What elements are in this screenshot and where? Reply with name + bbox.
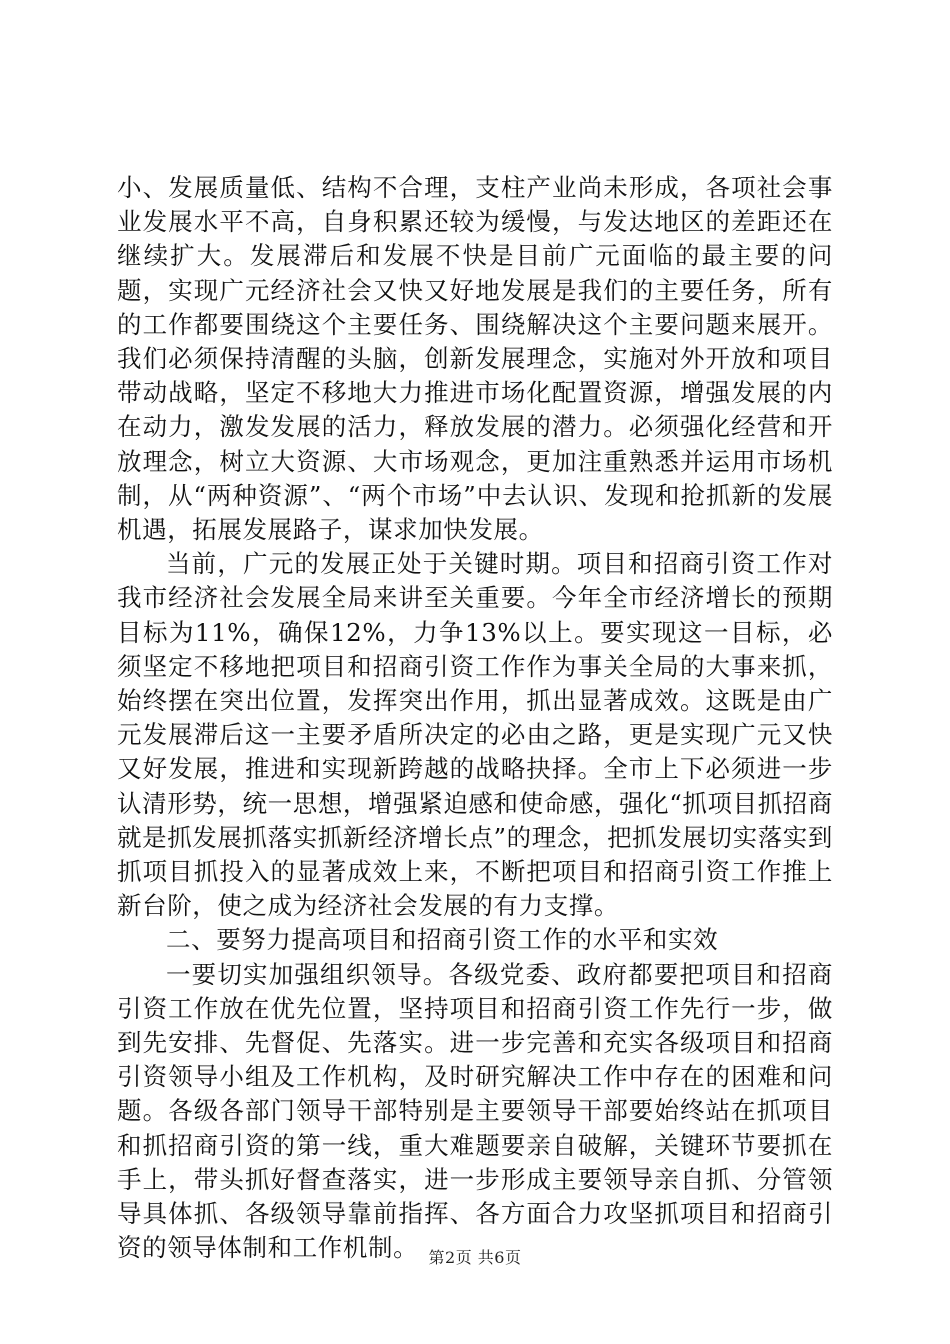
section-heading: 二、要努力提高项目和招商引资工作的水平和实效 [166, 925, 719, 955]
document-body [117, 171, 833, 1266]
paragraph-organization-leadership: 一要切实加强组织领导。各级党委、政府都要把项目和招商引资工作放在优先位置，坚持项目和招商引资工作先行一步，做到先安排、先督促、先落实。进一步完善和充实各级项目和招商引资领导小组及工作机构，及时研究解决工作中存在的困难和问题。各级各部门领导干部特别是主要领导干部要始终站在抓项目和抓招商引资的第一线，重大难题要亲自破解，关键环节要抓在手上，带头抓好督查落实，进一步形成主要领导亲自抓、分管领导具体抓、各级领导靠前指挥、各方面合力攻坚抓项目和招商引资的领导体制和工作机制。 [117, 959, 833, 1263]
paragraph-current-situation: 当前，广元的发展正处于关键时期。项目和招商引资工作对我市经济社会发展全局来讲至关重要。今年全市经济增长的预期目标为11%，确保12%，力争13%以上。要实现这一目标，必须坚定不移地把项目和招商引资工作作为事关全局的大事来抓，始终摆在突出位置，发挥突出作用，抓出显著成效。这既是由广元发展滞后这一主要矛盾所决定的必由之路，更是实现广元又快又好发展，推进和实现新跨越的战略抉择。全市上下必须进一步认清形势，统一思想，增强紧迫感和使命感，强化“抓项目抓招商就是抓发展抓落实抓新经济增长点”的理念，把抓发展切实落实到抓项目抓投入的显著成效上来，不断把项目和招商引资工作推上新台阶，使之成为经济社会发展的有力支撑。 [117, 549, 833, 921]
page-number-footer: 第2页 共6页 [428, 1248, 522, 1267]
paragraph-continuation: 小、发展质量低、结构不合理，支柱产业尚未形成，各项社会事业发展水平不高，自身积累还较为缓慢，与发达地区的差距还在继续扩大。发展滞后和发展不快是目前广元面临的最主要的问题，实现广元经济社会又快又好地发展是我们的主要任务，所有的工作都要围绕这个主要任务、围绕解决这个主要问题来展开。我们必须保持清醒的头脑，创新发展理念，实施对外开放和项目带动战略，坚定不移地大力推进市场化配置资源，增强发展的内在动力，激发发展的活力，释放发展的潜力。必须强化经营和开放理念，树立大资源、大市场观念，更加注重熟悉并运用市场机制，从“两种资源”、“两个市场”中去认识、发现和抢抓新的发展机遇，拓展发展路子，谋求加快发展。 [117, 173, 833, 545]
